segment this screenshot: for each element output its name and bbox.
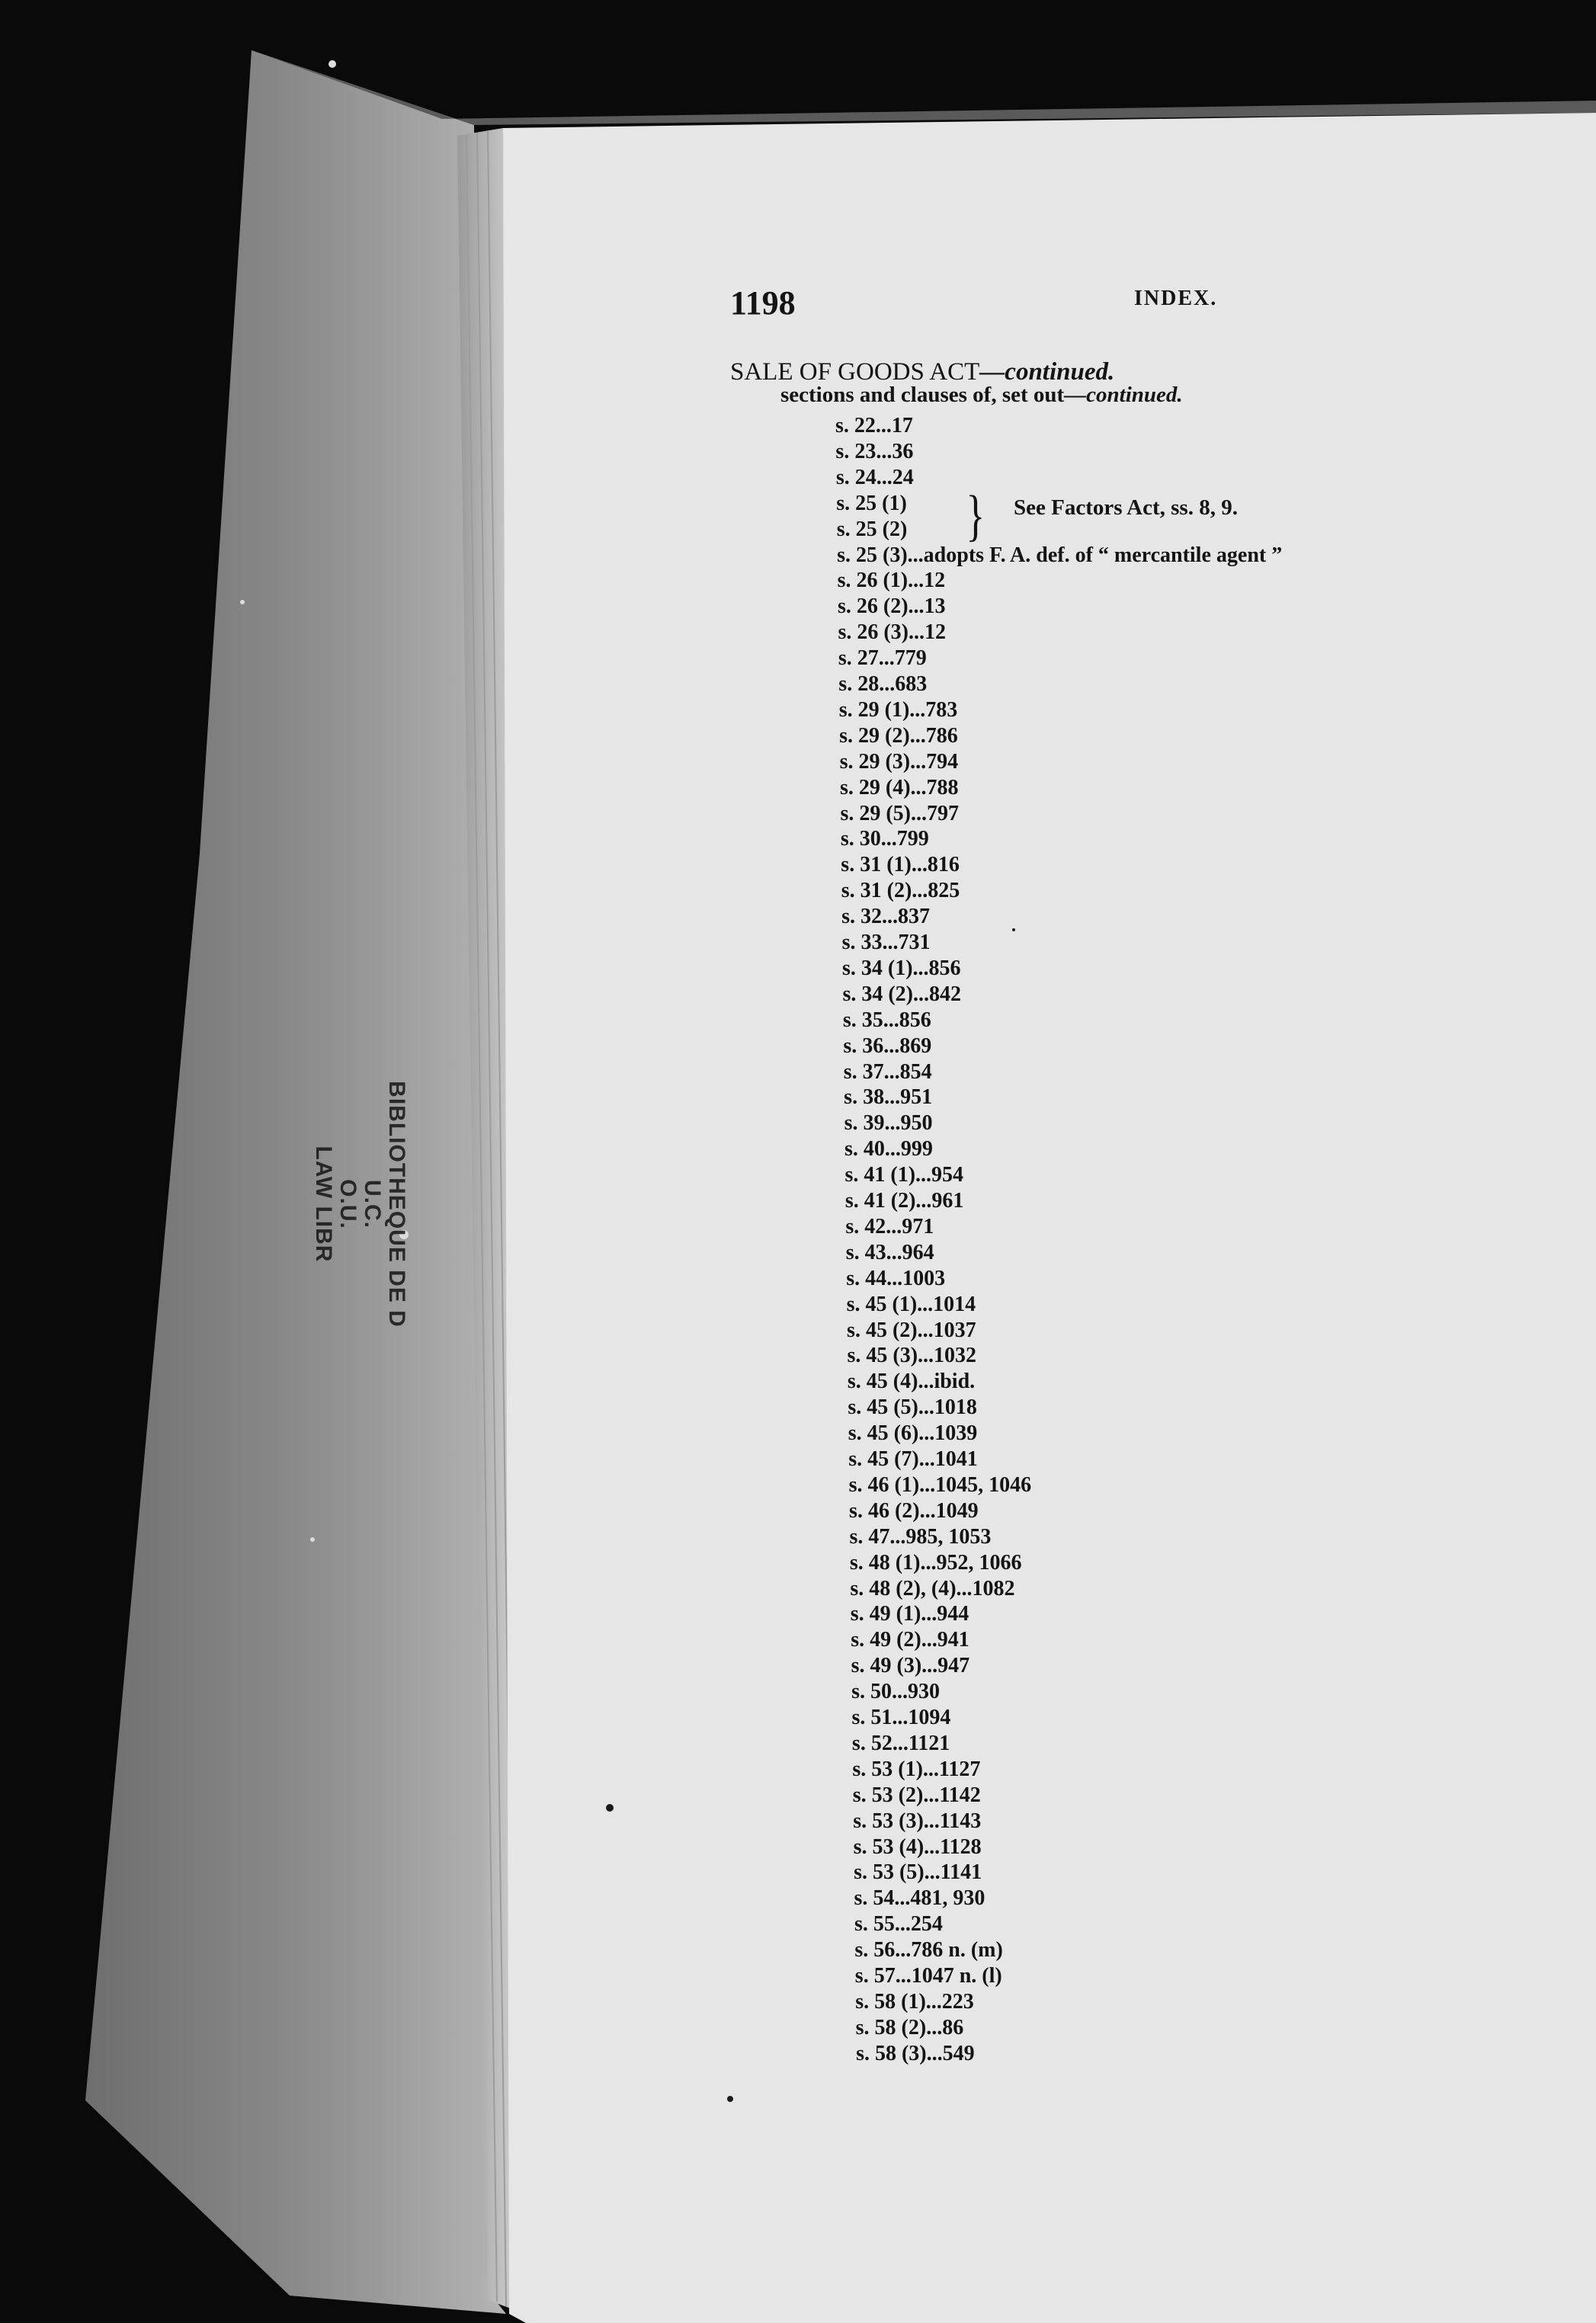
index-entry: s. 37...854: [843, 1059, 932, 1084]
running-head: INDEX.: [1134, 287, 1218, 310]
index-entry: s. 35...856: [842, 1008, 931, 1032]
index-entry: s. 49 (2)...941: [851, 1628, 969, 1652]
index-entry: s. 51...1094: [851, 1706, 951, 1729]
index-entry: s. 53 (3)...1143: [853, 1809, 982, 1833]
index-entry: s. 46 (2)...1049: [849, 1498, 979, 1523]
index-entry: s. 45 (5)...1018: [848, 1395, 977, 1420]
index-entry: s. 49 (3)...947: [851, 1654, 970, 1678]
index-entry: s. 53 (5)...1141: [854, 1860, 982, 1885]
index-entry: s. 53 (4)...1128: [853, 1834, 982, 1859]
index-entry: s. 29 (3)...794: [839, 749, 959, 774]
index-entry: s. 42...971: [845, 1214, 934, 1238]
stamp-line-1: BIBLIOTHEQUE DE D: [384, 1081, 409, 1328]
index-entry: s. 26 (1)...12: [837, 569, 946, 593]
index-entry: s. 28...683: [838, 672, 928, 696]
index-entry: s. 45 (4)...ibid.: [847, 1370, 976, 1394]
index-entry: s. 55...254: [854, 1912, 943, 1937]
index-entry: s. 53 (1)...1127: [852, 1757, 981, 1781]
index-entry: s. 49 (1)...944: [850, 1602, 969, 1626]
index-entry: s. 48 (2), (4)...1082: [850, 1576, 1015, 1600]
index-entry: s. 24...24: [835, 465, 914, 489]
index-entry: s. 31 (1)...816: [841, 853, 960, 877]
index-entry: s. 47...985, 1053: [849, 1524, 992, 1549]
index-entry: s. 29 (2)...786: [839, 723, 958, 748]
index-entry: s. 34 (2)...842: [842, 982, 961, 1006]
index-entry: s. 53 (2)...1142: [852, 1783, 981, 1807]
index-entry: s. 48 (1)...952, 1066: [849, 1550, 1022, 1575]
subheading-continued: —continued.: [1064, 383, 1183, 407]
stamp-line-2: U.C.: [360, 1180, 385, 1229]
index-entry: s. 34 (1)...856: [842, 956, 961, 980]
index-entry: s. 36...869: [843, 1033, 932, 1058]
index-entry: s. 30...799: [840, 827, 929, 851]
stamp-line-3: O.U.: [335, 1179, 361, 1229]
index-entry: s. 41 (1)...954: [844, 1163, 964, 1187]
page-number: 1198: [730, 284, 796, 322]
heading-text: SALE OF GOODS ACT: [730, 358, 980, 386]
index-entry: s. 25 (3)...adopts F. A. def. of “ mercantile agent ”: [837, 543, 1283, 567]
index-entry: s. 50...930: [851, 1680, 940, 1704]
index-entry: s. 25 (2): [836, 517, 908, 541]
index-entry: s. 23...36: [835, 439, 914, 463]
index-entry: s. 26 (2)...13: [838, 594, 946, 619]
index-entry: s. 56...786 n. (m): [854, 1938, 1003, 1963]
index-entry: s. 40...999: [844, 1137, 933, 1162]
index-entry: s. 46 (1)...1045, 1046: [848, 1472, 1032, 1497]
index-entry: s. 41 (2)...961: [844, 1189, 964, 1213]
index-entry: s. 33...731: [841, 931, 931, 954]
index-subheading: [780, 383, 1183, 408]
right-brace: }: [966, 485, 985, 547]
index-entry: s. 22...17: [835, 414, 913, 437]
index-entry: s. 54...481, 930: [854, 1886, 985, 1911]
index-entry: s. 45 (1)...1014: [846, 1292, 976, 1316]
index-entry: s. 58 (1)...223: [855, 1989, 974, 2014]
brace-note: See Factors Act, ss. 8, 9.: [1014, 495, 1238, 520]
index-entry: s. 58 (2)...86: [855, 2015, 964, 2039]
index-entry: s. 43...964: [845, 1240, 934, 1264]
index-entry: s. 29 (1)...783: [838, 697, 958, 722]
index-entry: s. 58 (3)...549: [856, 2041, 975, 2065]
index-entry: s. 32...837: [841, 905, 931, 929]
index-entry: s. 45 (7)...1041: [848, 1447, 978, 1471]
index-entry: s. 44...1003: [846, 1266, 946, 1290]
index-entry: s. 52...1121: [851, 1731, 950, 1755]
index-entry: s. 45 (3)...1032: [847, 1344, 977, 1368]
index-entry: s. 29 (4)...788: [840, 775, 959, 799]
index-entry: s. 39...950: [844, 1111, 933, 1136]
index-entry: s. 26 (3)...12: [838, 620, 946, 645]
index-entry: s. 29 (5)...797: [840, 801, 959, 825]
index-entry: s. 45 (6)...1039: [848, 1421, 978, 1446]
subheading-text: sections and clauses of, set out: [780, 383, 1065, 407]
stamp-line-4: LAW LIBR: [311, 1145, 336, 1263]
heading-continued: —continued.: [979, 358, 1115, 386]
index-entry: s. 38...951: [844, 1085, 933, 1110]
index-entry: s. 57...1047 n. (l): [854, 1964, 1002, 1988]
index-entry: s. 27...779: [838, 646, 927, 671]
index-entry: s. 31 (2)...825: [841, 879, 960, 903]
index-entry: s. 25 (1): [836, 491, 907, 515]
index-entry: s. 45 (2)...1037: [847, 1318, 976, 1342]
